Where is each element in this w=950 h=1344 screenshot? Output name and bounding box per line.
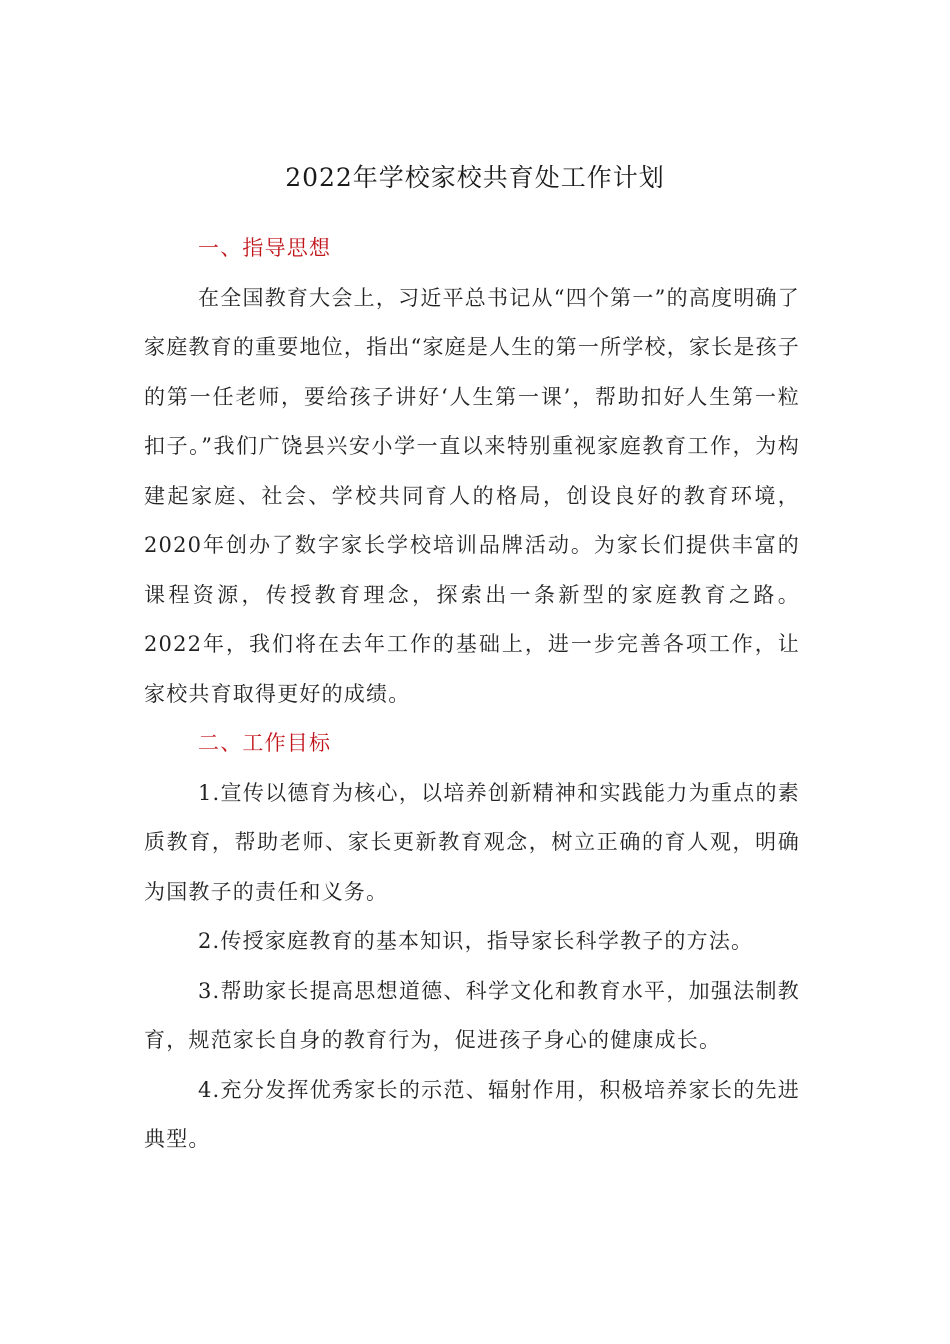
document-body [144, 224, 800, 1165]
goal-item: 4.充分发挥优秀家长的示范、辐射作用，积极培养家长的先进典型。 [144, 1077, 800, 1151]
section-heading: 一、指导思想 [198, 236, 332, 260]
document-title: 2022年学校家校共育处工作计划 [285, 163, 665, 192]
paragraph: 在全国教育大会上，习近平总书记从“四个第一”的高度明确了家庭教育的重要地位，指出“家庭是人生的第一所学校，家长是孩子的第一任老师，要给孩子讲好‘人生第一课’，帮助扣好人生第一粒扣子。”我们广饶县兴安小学一直以来特别重视家庭教育工作，为构建起家庭、社会、学校共同育人的格局，创设良好的教育环境，2020年创办了数字家长学校培训品牌活动。为家长们提供丰富的课程资源，传授教育理念，探索出一条新型的家庭教育之路。2022年，我们将在去年工作的基础上，进一步完善各项工作，让家校共育取得更好的成绩。 [144, 285, 800, 706]
goal-item: 2.传授家庭教育的基本知识，指导家长科学教子的方法。 [198, 929, 754, 953]
goal-item: 1.宣传以德育为核心，以培养创新精神和实践能力为重点的素质教育，帮助老师、家长更新教育观念，树立正确的育人观，明确为国教子的责任和义务。 [144, 780, 800, 904]
section-work-goals [144, 719, 800, 1165]
section-heading: 二、工作目标 [198, 731, 332, 755]
goal-item: 3.帮助家长提高思想道德、科学文化和教育水平，加强法制教育，规范家长自身的教育行为，促进孩子身心的健康成长。 [144, 978, 800, 1052]
section-guiding-ideology [144, 224, 800, 719]
